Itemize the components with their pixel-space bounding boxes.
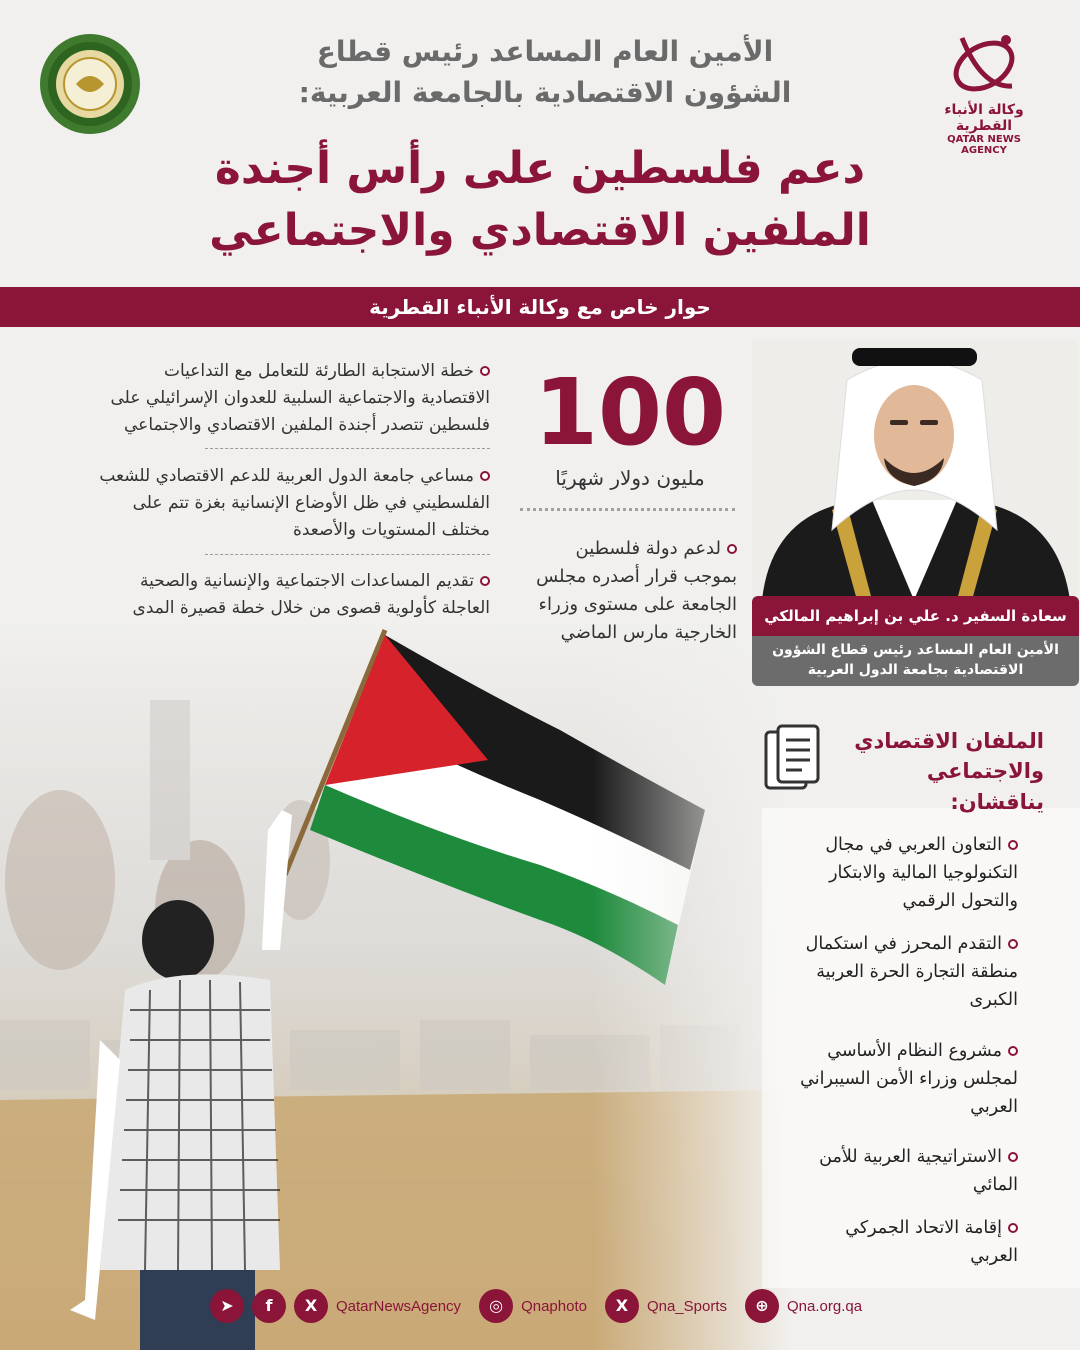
divider	[205, 448, 490, 449]
divider	[520, 508, 735, 511]
left-point-1-line-1: خطة الاستجابة الطارئة للتعامل مع التداعيات	[163, 361, 474, 381]
bullet-icon	[480, 471, 490, 481]
globe-icon[interactable]: ⊕	[745, 1289, 779, 1323]
file-heading-line-2: والاجتماعي يناقشان:	[926, 759, 1044, 814]
left-point-3-line-1: تقديم المساعدات الاجتماعية والإنسانية والصحية	[140, 571, 474, 591]
telegram-icon[interactable]: ➤	[210, 1289, 244, 1323]
stat-desc-line-2: بموجب قرار أصدره مجلس	[536, 565, 737, 587]
subtitle-line-1: الأمين العام المساعد رئيس قطاع	[316, 35, 774, 68]
file-item-5-line-2: العربي	[970, 1246, 1018, 1266]
header-subtitle	[190, 32, 900, 113]
documents-icon	[762, 722, 824, 796]
file-item-3-line-1: مشروع النظام الأساسي	[827, 1041, 1002, 1061]
bullet-icon	[1008, 1152, 1018, 1162]
person-position	[752, 636, 1079, 686]
qna-logo-icon	[942, 28, 1026, 98]
file-item-3	[768, 1037, 1018, 1121]
file-item-2-line-2: منطقة التجارة الحرة العربية	[816, 962, 1018, 982]
stat-desc-line-3: الجامعة على مستوى وزراء	[538, 593, 737, 615]
left-point-3-line-2: العاجلة كأولوية قصوى من خلال خطة قصيرة المدى	[132, 598, 490, 619]
bullet-icon	[1008, 1223, 1018, 1233]
bullet-icon	[1008, 1046, 1018, 1056]
logo-name-ar: وكالة الأنباء القطرية	[944, 102, 1024, 134]
left-point-2	[50, 463, 490, 545]
file-item-2-line-1: التقدم المحرز في استكمال	[805, 934, 1002, 954]
stat-number: 100	[533, 359, 727, 466]
file-heading-line-1: الملفان الاقتصادي	[854, 729, 1044, 753]
position-line-1: الأمين العام المساعد رئيس قطاع الشؤون	[772, 642, 1059, 658]
left-point-3	[50, 568, 490, 622]
arab-league-seal-icon	[36, 30, 144, 142]
bullet-icon	[480, 576, 490, 586]
stat-desc-line-4: الخارجية مارس الماضي	[560, 621, 737, 643]
person-portrait	[752, 340, 1077, 600]
file-item-2	[768, 930, 1018, 1014]
title-line-2: الملفين الاقتصادي والاجتماعي	[209, 204, 871, 256]
bullet-icon	[727, 544, 737, 554]
left-point-2-line-2: الفلسطيني في ظل الأوضاع الإنسانية بغزة تتم على	[132, 493, 490, 514]
file-item-1-line-1: التعاون العربي في مجال	[825, 835, 1002, 855]
bullet-icon	[1008, 840, 1018, 850]
position-line-2: الاقتصادية بجامعة الدول العربية	[807, 662, 1024, 679]
website-link[interactable]: Qna.org.qa	[787, 1297, 863, 1315]
file-item-3-line-2: لمجلس وزراء الأمن السيبراني	[800, 1069, 1018, 1089]
title-line-1: دعم فلسطين على رأس أجندة	[214, 143, 866, 194]
qna-logo	[924, 28, 1044, 156]
file-heading	[832, 726, 1044, 817]
left-point-1-line-3: فلسطين تتصدر أجندة الملفين الاقتصادي والاجتماعي	[124, 415, 490, 436]
file-item-4-line-1: الاستراتيجية العربية للأمن	[819, 1147, 1002, 1167]
person-name: سعادة السفير د. علي بن إبراهيم المالكي	[752, 596, 1079, 636]
stat-desc-line-1: لدعم دولة فلسطين	[575, 538, 721, 559]
social-handle-sports[interactable]: Qna_Sports	[646, 1297, 727, 1315]
file-item-1-line-3: والتحول الرقمي	[902, 891, 1018, 911]
file-item-4	[768, 1143, 1018, 1199]
file-item-2-line-3: الكبرى	[969, 990, 1018, 1010]
instagram-icon[interactable]: ◎	[479, 1289, 513, 1323]
left-point-1	[50, 358, 490, 440]
subtitle-line-2: الشؤون الاقتصادية بالجامعة العربية:	[298, 75, 792, 109]
bullet-icon	[480, 366, 490, 376]
logo-name-en: QATAR NEWS AGENCY	[947, 134, 1021, 156]
stat-description	[502, 535, 737, 647]
file-item-1	[768, 831, 1018, 915]
left-point-2-line-3: مختلف المستويات والأصعدة	[292, 520, 490, 541]
divider	[205, 554, 490, 555]
bullet-icon	[1008, 939, 1018, 949]
banner-text: حوار خاص مع وكالة الأنباء القطرية	[369, 295, 711, 319]
social-footer	[210, 1286, 870, 1326]
x-icon[interactable]: X	[294, 1289, 328, 1323]
palestinian-flag-photo	[0, 620, 790, 1350]
social-handle-photo[interactable]: Qnaphoto	[521, 1297, 587, 1315]
facebook-icon[interactable]: f	[252, 1289, 286, 1323]
file-item-4-line-2: المائي	[972, 1175, 1018, 1195]
stat-unit: مليون دولار شهريًا	[555, 466, 705, 490]
file-item-1-line-2: التكنولوجيا المالية والابتكار	[829, 863, 1018, 883]
page-title	[150, 138, 930, 261]
left-point-1-line-2: الاقتصادية والاجتماعية السلبية للعدوان الإسرائيلي على	[110, 388, 490, 409]
file-item-3-line-3: العربي	[970, 1097, 1018, 1117]
file-item-5	[768, 1214, 1018, 1270]
file-item-5-line-1: إقامة الاتحاد الجمركي	[845, 1218, 1002, 1238]
social-handle-main[interactable]: QatarNewsAgency	[336, 1297, 462, 1315]
left-point-2-line-1: مساعي جامعة الدول العربية للدعم الاقتصادي للشعب	[99, 466, 474, 486]
x-icon[interactable]: X	[605, 1289, 639, 1323]
